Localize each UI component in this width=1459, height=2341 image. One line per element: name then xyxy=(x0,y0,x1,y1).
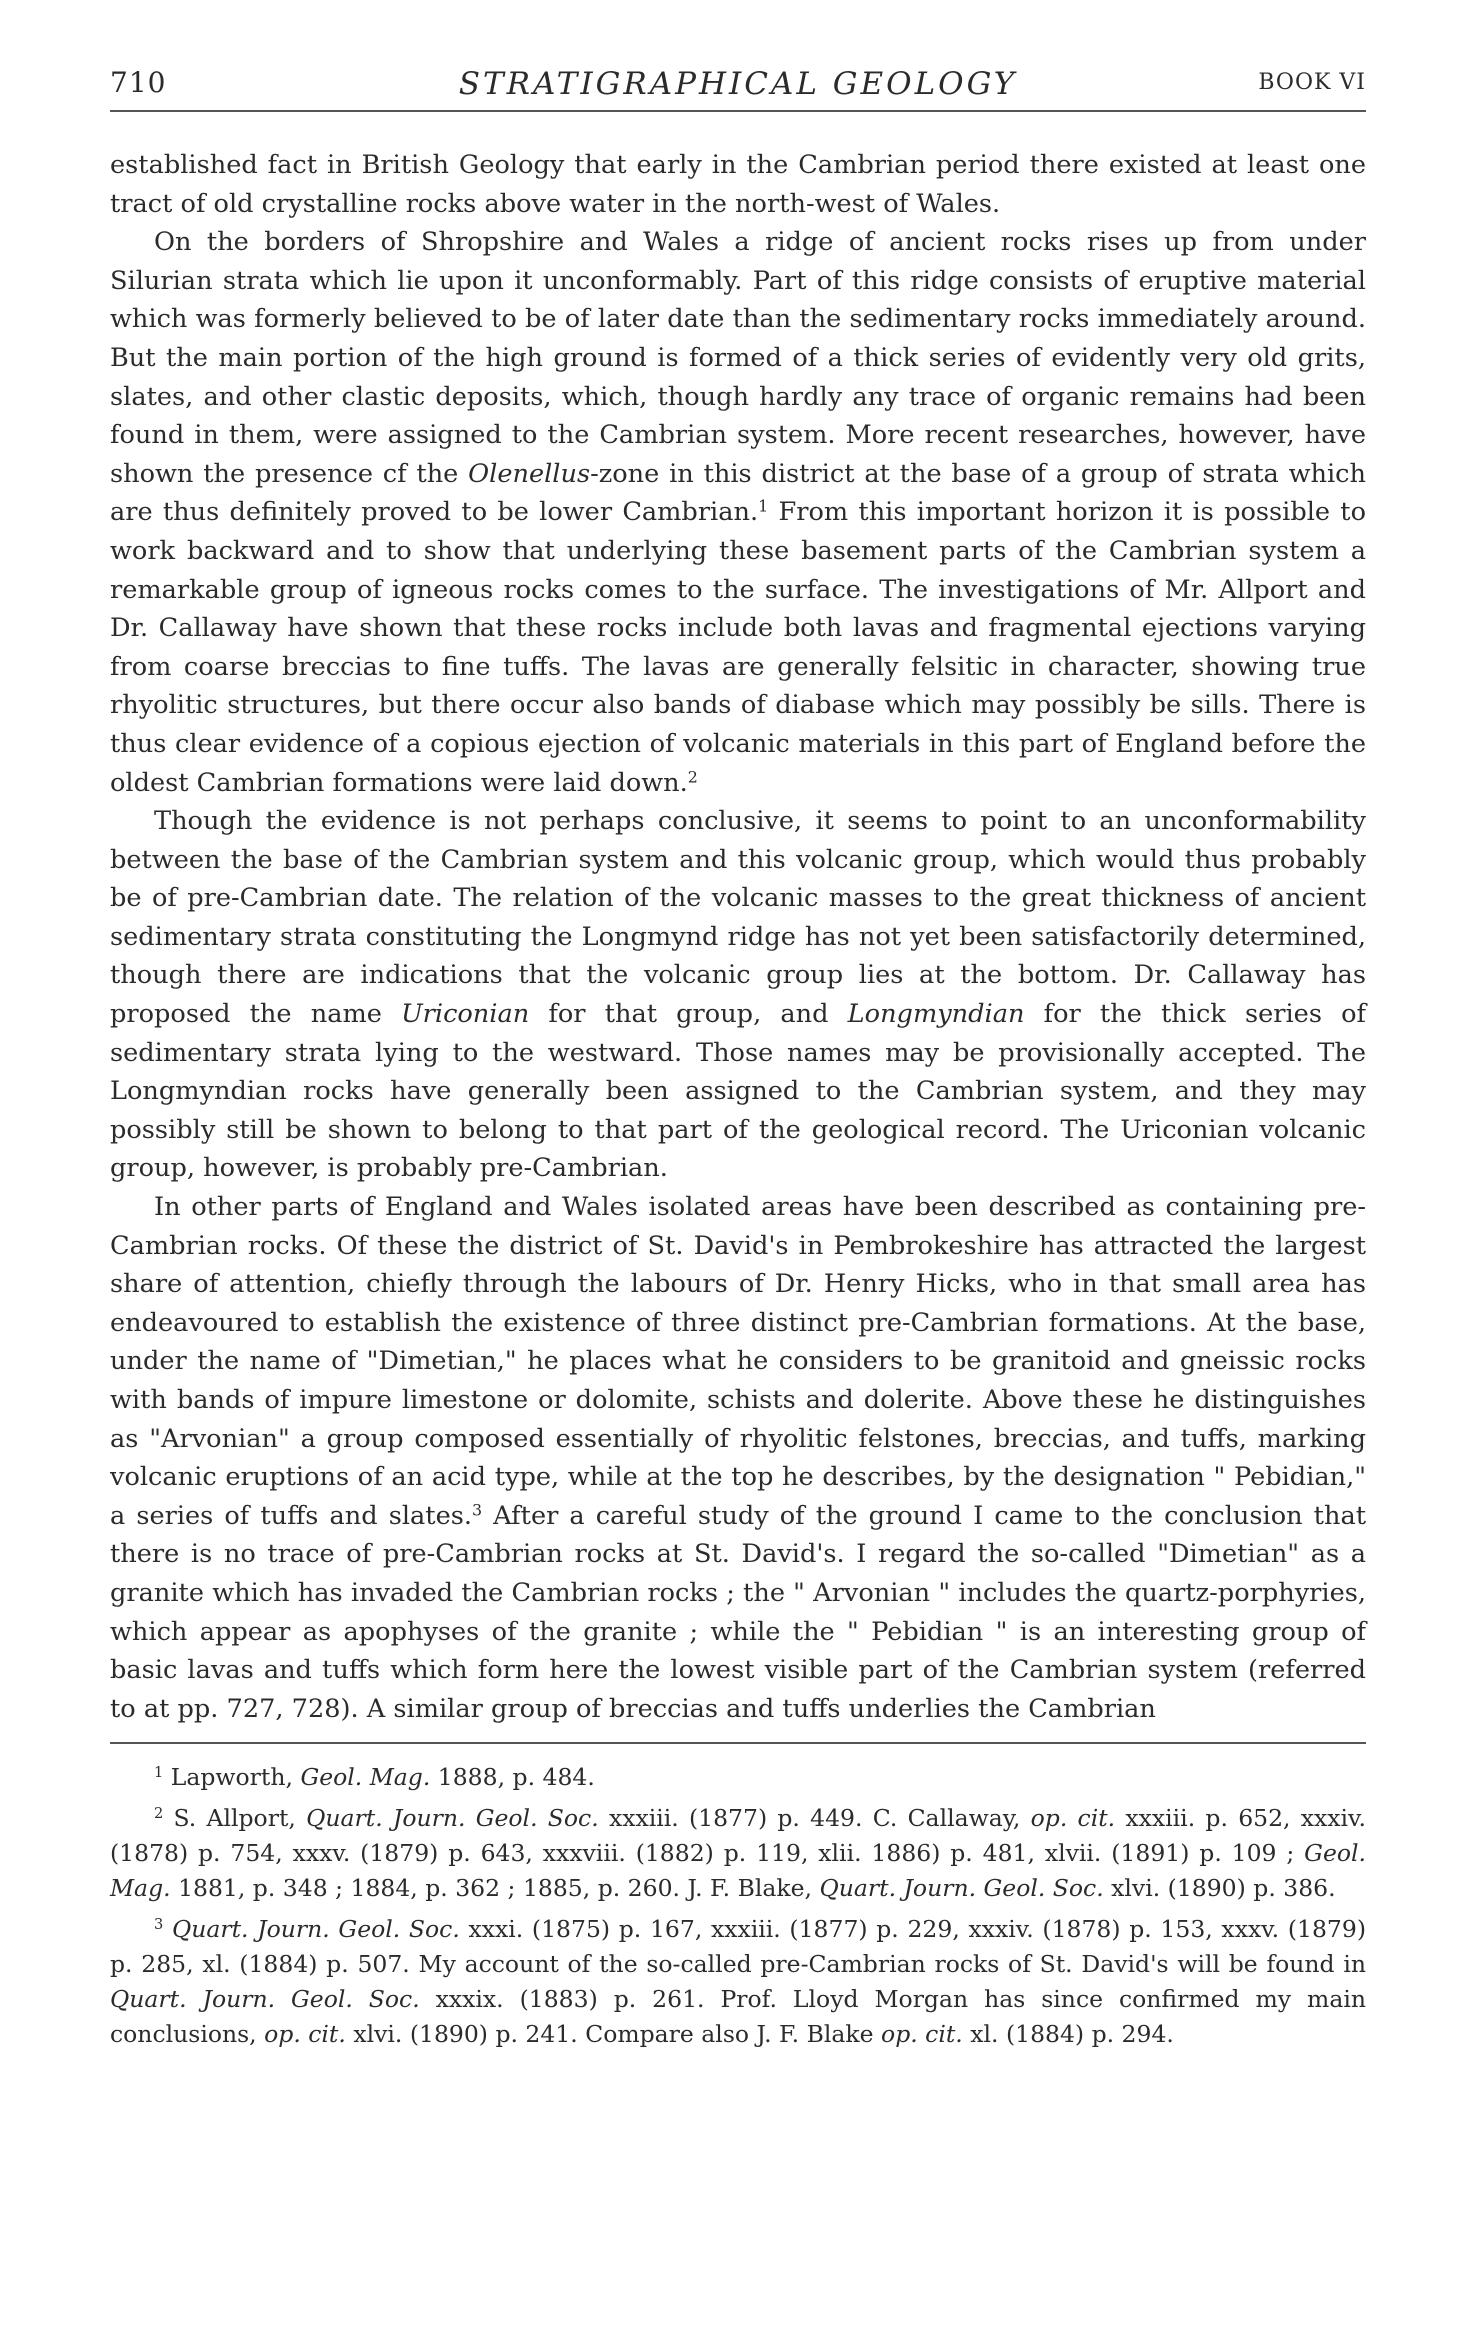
footnote-ref-3[interactable]: 3 xyxy=(471,1500,483,1520)
paragraph-text: On the borders of Shropshire and Wales a ridge of ancient rocks rises up from under Silurian strata which lie upon it unconformably. Part of this ridge consists of eruptive material which was formerly believed to be of later date than the sedimentary rocks immediately around. But the main portion of the high ground is formed of a thick series of evidently very old grits, slates, and other clastic deposits, which, though hardly any trace of organic remains had been found in them, were assigned to the Cambrian system. More recent researches, however, have shown the presence cf the xyxy=(110,227,1366,489)
citation-abbrev: op. cit. xyxy=(881,2020,963,2049)
footnote-marker: 1 xyxy=(154,1764,164,1782)
journal-name: Quart. Journ. Geol. Soc. xyxy=(306,1804,599,1833)
footnote-marker: 3 xyxy=(154,1916,164,1934)
footnote-3 xyxy=(110,1912,1366,2052)
paragraph-text: In other parts of England and Wales isolated areas have been described as containing pre-Cambrian rocks. Of these the district of St. David's in Pembrokeshire has attracted the largest share of attention, chiefly through the labours of Dr. Henry Hicks, who in that small area has endeavoured to establish the existence of three distinct pre-Cambrian formations. At the base, under the name of "Dimetian," he places what he considers to be granitoid and gneissic rocks with bands of impure limestone or dolomite, schists and dolerite. Above these he distinguishes as "Arvonian" a group composed essentially of rhyolitic felstones, breccias, and tuffs, marking volcanic eruptions of an acid type, while at the top he describes, by the designation " Pebidian," a series of tuffs and slates. xyxy=(110,1192,1366,1531)
footnote-text: Lapworth, xyxy=(170,1763,301,1792)
citation-abbrev: op. cit. xyxy=(1030,1804,1116,1833)
main-text xyxy=(110,146,1366,1728)
paragraph-4 xyxy=(110,1188,1366,1728)
journal-name: Geol. Mag. xyxy=(300,1763,431,1792)
footnote-text: xlvi. (1890) p. 241. Compare also J. F. Blake xyxy=(345,2020,882,2049)
paragraph-1 xyxy=(110,146,1366,223)
paragraph-3 xyxy=(110,802,1366,1188)
footnote-2 xyxy=(110,1801,1366,1906)
paragraph-text: -zone in this district at the base of a group of strata which are thus definitely proved to be lower Cambrian. xyxy=(110,458,1366,528)
book-page xyxy=(110,62,1366,2058)
term-longmyndian: Longmyndian xyxy=(847,999,1025,1030)
journal-name: Quart. Journ. Geol. Soc. xyxy=(110,1985,420,2014)
paragraph-text: established fact in British Geology that early in the Cambrian period there existed at least one tract of old crystalline rocks above water in the north-west of Wales. xyxy=(110,150,1366,219)
paragraph-text: After a careful study of the ground I came to the conclusion that there is no trace of pre-Cambrian rocks at St. David's. I regard the so-called "Dimetian" as a granite which has invaded the Cambrian rocks ; the " Arvonian " includes the quartz-porphyries, which appear as apophyses of the granite ; while the " Pebidian " is an interesting group of basic lavas and tuffs which form here the lowest visible part of the Cambrian system (referred to at pp. 727, 728). A similar group of breccias and tuffs underlies the Cambrian xyxy=(110,1500,1366,1724)
paragraph-text: Though the evidence is not perhaps conclusive, it seems to point to an unconformability between the base of the Cambrian system and this volcanic group, which would thus probably be of pre-Cambrian date. The relation of the volcanic masses to the great thickness of ancient sedimentary strata constituting the Longmynd ridge has not yet been satisfactorily determined, though there are indications that the volcanic group lies at the bottom. Dr. Callaway has proposed the name xyxy=(110,806,1366,1030)
running-header xyxy=(110,62,1366,112)
journal-name: Quart. Journ. Geol. Soc. xyxy=(819,1874,1104,1903)
running-title: STRATIGRAPHICAL GEOLOGY xyxy=(458,66,1018,102)
paragraph-2 xyxy=(110,223,1366,802)
footnote-text: xlvi. (1890) p. 386. xyxy=(1103,1874,1336,1903)
page-number: 710 xyxy=(110,66,167,99)
footnote-text: xl. (1884) p. 294. xyxy=(962,2020,1174,2049)
footnote-text: xxxi. (1875) p. 167, xxxiii. (1877) p. 229, xxxiv. (1878) p. 153, xxxv. (1879) p. 285, xl. (1884) p. 507. My account of the so-called pre-Cambrian rocks of St. David's will be found in xyxy=(110,1915,1366,1979)
footnote-text: 1881, p. 348 ; 1884, p. 362 ; 1885, p. 260. J. F. Blake, xyxy=(170,1874,820,1903)
footnote-divider xyxy=(110,1742,1366,1744)
book-label: BOOK VI xyxy=(1258,70,1366,95)
footnote-text: S. Allport, xyxy=(173,1804,307,1833)
citation-abbrev: op. cit. xyxy=(264,2020,346,2049)
journal-name: Geol. Mag. xyxy=(110,1839,1366,1903)
footnote-marker: 2 xyxy=(154,1805,164,1823)
footnote-text: xxxiii. (1877) p. 449. C. Callaway, xyxy=(598,1804,1031,1833)
paragraph-text: for the thick series of sedimentary strata lying to the westward. Those names may be provisionally accepted. The Longmyndian rocks have generally been assigned to the Cambrian system, and they may possibly still be shown to belong to that part of the geological record. The Uriconian volcanic group, however, is probably pre-Cambrian. xyxy=(110,999,1367,1184)
footnote-text: xxxix. (1883) p. 261. Prof. Lloyd Morgan has since confirmed my main conclusions, xyxy=(110,1985,1366,2049)
footnote-1 xyxy=(110,1760,1366,1795)
term-uriconian: Uriconian xyxy=(401,999,530,1030)
paragraph-text: From this important horizon it is possible to work backward and to show that underlying these basement parts of the Cambrian system a remarkable group of igneous rocks comes to the surface. The investigations of Mr. Allport and Dr. Callaway have shown that these rocks include both lavas and fragmental ejections varying from coarse breccias to fine tuffs. The lavas are generally felsitic in character, showing true rhyolitic structures, but there occur also bands of diabase which may possibly be sills. There is thus clear evidence of a copious ejection of volcanic materials in this part of England before the oldest Cambrian formations were laid down. xyxy=(110,497,1366,798)
footnote-ref-2[interactable]: 2 xyxy=(687,766,698,786)
footnote-text: xxxiii. p. 652, xxxiv. (1878) p. 754, xxxv. (1879) p. 643, xxxviii. (1882) p. 119, xlii. 1886) p. 481, xlvii. (1891) p. 109 ; xyxy=(110,1804,1367,1868)
footnote-ref-1[interactable]: 1 xyxy=(758,496,769,516)
genus-name: Olenellus xyxy=(468,458,591,489)
footnote-text: 1888, p. 484. xyxy=(430,1763,595,1792)
paragraph-text: for that group, and xyxy=(529,999,848,1030)
footnotes xyxy=(110,1760,1366,2052)
journal-name: Quart. Journ. Geol. Soc. xyxy=(171,1915,460,1944)
